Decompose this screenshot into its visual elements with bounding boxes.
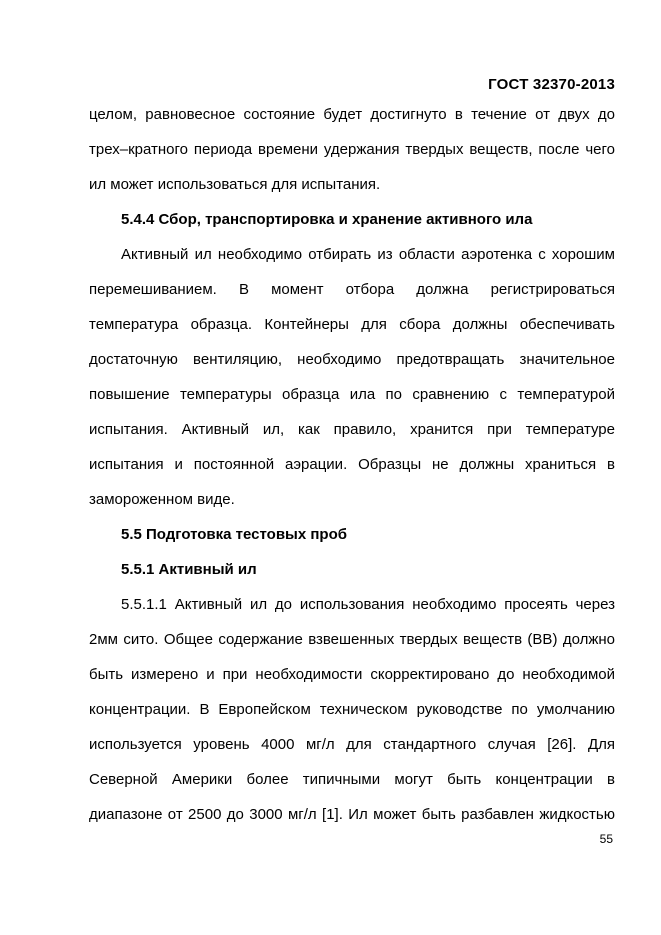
text-line: испытания и постоянной аэрации. Образцы не должны храниться в [89,456,615,473]
text-line: ил может использоваться для испытания. [89,176,381,193]
text-line: быть измерено и при необходимости скорректировано до необходимой [89,666,615,683]
text-line: достаточную вентиляцию, необходимо предотвращать значительное [89,351,615,368]
page-number: 55 [599,832,613,846]
text-line: 5.5.1.1 Активный ил до использования необходимо просеять через [121,596,615,613]
section-heading-5-5: 5.5 Подготовка тестовых проб [121,526,348,543]
text-line: перемешиванием. В момент отбора должна регистрироваться [89,281,615,298]
text-line: Северной Америки более типичными могут быть концентрации в [89,771,615,788]
text-line: концентрации. В Европейском техническом руководстве по умолчанию [89,701,615,718]
text-line: испытания. Активный ил, как правило, хранится при температуре [89,421,615,438]
document-body [89,97,615,832]
text-line: используется уровень 4000 мг/л для стандартного случая [26]. Для [89,736,615,753]
text-line: трех–кратного периода времени удержания твердых веществ, после чего [89,141,615,158]
text-line: Активный ил необходимо отбирать из области аэротенка с хорошим [121,246,615,263]
text-line: замороженном виде. [89,491,235,508]
section-heading-5-5-1: 5.5.1 Активный ил [121,561,257,578]
text-line: диапазоне от 2500 до 3000 мг/л [1]. Ил может быть разбавлен жидкостью [89,806,615,823]
text-line: 2мм сито. Общее содержание взвешенных твердых веществ (ВВ) должно [89,631,615,648]
text-line: повышение температуры образца ила по сравнению с температурой [89,386,615,403]
section-heading-5-4-4: 5.4.4 Сбор, транспортировка и хранение активного ила [121,211,533,228]
text-line: целом, равновесное состояние будет достигнуто в течение от двух до [89,106,615,123]
text-line: температура образца. Контейнеры для сбора должны обеспечивать [89,316,615,333]
document-code-header: ГОСТ 32370-2013 [488,76,615,93]
